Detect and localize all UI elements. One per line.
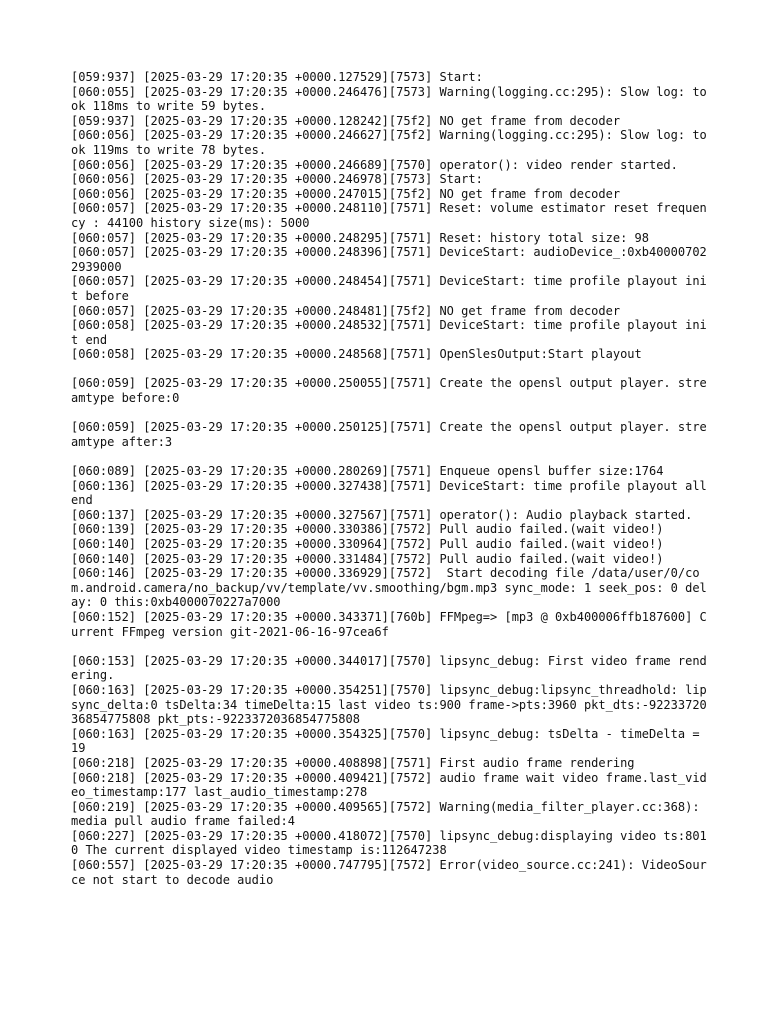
log-line: [060:089] [2025-03-29 17:20:35 +0000.280269][7571] Enqueue opensl buffer size:1764 [71, 464, 664, 479]
log-line: [060:219] [2025-03-29 17:20:35 +0000.409565][7572] Warning(media_filter_player.cc:368): media pull audio frame failed:4 [71, 799, 707, 829]
blank-line [71, 449, 711, 464]
log-line: [060:055] [2025-03-29 17:20:35 +0000.246476][7573] Warning(logging.cc:295): Slow log: took 118ms to write 59 bytes. [71, 84, 707, 114]
log-line: [060:146] [2025-03-29 17:20:35 +0000.336929][7572] Start decoding file /data/user/0/com.android.camera/no_backup/vv/template/vv.smoothing/bgm.mp3 sync_mode: 1 seek_pos: 0 delay: 0 this:0xb4000070227a7000 [71, 566, 707, 610]
log-line: [060:057] [2025-03-29 17:20:35 +0000.248396][7571] DeviceStart: audioDevice_:0xb400007022939000 [71, 245, 707, 274]
log-line: [060:140] [2025-03-29 17:20:35 +0000.331484][7572] Pull audio failed.(wait video!) [71, 551, 664, 566]
log-line: [060:057] [2025-03-29 17:20:35 +0000.248295][7571] Reset: history total size: 98 [71, 230, 649, 245]
log-line: [060:056] [2025-03-29 17:20:35 +0000.246627][75f2] Warning(logging.cc:295): Slow log: took 119ms to write 78 bytes. [71, 128, 707, 157]
log-line: [060:218] [2025-03-29 17:20:35 +0000.409421][7572] audio frame wait video frame.last_video_timestamp:177 last_audio_timestamp:278 [71, 770, 707, 800]
log-line: [060:557] [2025-03-29 17:20:35 +0000.747795][7572] Error(video_source.cc:241): VideoSource not start to decode audio [71, 858, 707, 887]
log-line: [060:056] [2025-03-29 17:20:35 +0000.246978][7573] Start: [71, 172, 483, 187]
log-line: [060:140] [2025-03-29 17:20:35 +0000.330964][7572] Pull audio failed.(wait video!) [71, 537, 664, 551]
log-line: [059:937] [2025-03-29 17:20:35 +0000.128242][75f2] NO get frame from decoder [71, 113, 621, 128]
log-line: [060:059] [2025-03-29 17:20:35 +0000.250125][7571] Create the opensl output player. streamtype after:3 [71, 420, 707, 449]
log-line: [060:137] [2025-03-29 17:20:35 +0000.327567][7571] operator(): Audio playback started. [71, 507, 693, 522]
log-line: [060:152] [2025-03-29 17:20:35 +0000.343371][760b] FFMpeg=> [mp3 @ 0xb400006ffb187600] Current FFmpeg version git-2021-06-16-97cea6f [71, 609, 707, 639]
log-line: [060:056] [2025-03-29 17:20:35 +0000.247015][75f2] NO get frame from decoder [71, 186, 621, 201]
log-line: [060:057] [2025-03-29 17:20:35 +0000.248454][7571] DeviceStart: time profile playout init before [71, 274, 707, 303]
log-line: [060:136] [2025-03-29 17:20:35 +0000.327438][7571] DeviceStart: time profile playout all end [71, 478, 714, 508]
log-line: [060:059] [2025-03-29 17:20:35 +0000.250055][7571] Create the opensl output player. streamtype before:0 [71, 376, 707, 406]
log-line: [060:057] [2025-03-29 17:20:35 +0000.248481][75f2] NO get frame from decoder [71, 303, 621, 318]
log-line: [060:227] [2025-03-29 17:20:35 +0000.418072][7570] lipsync_debug:displaying video ts:8010 The current displayed video timestamp is:112647238 [71, 828, 707, 858]
blank-line [71, 639, 711, 654]
log-line: [060:057] [2025-03-29 17:20:35 +0000.248110][7571] Reset: volume estimator reset frequency : 44100 history size(ms): 5000 [71, 201, 707, 230]
log-line: [060:163] [2025-03-29 17:20:35 +0000.354325][7570] lipsync_debug: tsDelta - timeDelta = 19 [71, 726, 707, 756]
log-line: [060:153] [2025-03-29 17:20:35 +0000.344017][7570] lipsync_debug: First video frame rendering. [71, 653, 707, 683]
log-line: [059:937] [2025-03-29 17:20:35 +0000.127529][7573] Start: [71, 70, 483, 84]
log-line: [060:058] [2025-03-29 17:20:35 +0000.248568][7571] OpenSlesOutput:Start playout [71, 347, 642, 362]
log-line: [060:163] [2025-03-29 17:20:35 +0000.354251][7570] lipsync_debug:lipsync_threadhold: lipsync_delta:0 tsDelta:34 timeDelta:15 last video ts:900 frame->pts:3960 pkt_dts:-9223372036854775808 pkt_pts:-9223372036854775808 [71, 682, 707, 727]
blank-line [71, 362, 711, 377]
log-line: [060:056] [2025-03-29 17:20:35 +0000.246689][7570] operator(): video render started. [71, 157, 678, 172]
log-line: [060:218] [2025-03-29 17:20:35 +0000.408898][7571] First audio frame rendering [71, 755, 635, 770]
log-document [71, 70, 714, 887]
blank-line [71, 406, 711, 421]
log-line: [060:058] [2025-03-29 17:20:35 +0000.248532][7571] DeviceStart: time profile playout init end [71, 318, 707, 347]
log-line: [060:139] [2025-03-29 17:20:35 +0000.330386][7572] Pull audio failed.(wait video!) [71, 522, 664, 537]
